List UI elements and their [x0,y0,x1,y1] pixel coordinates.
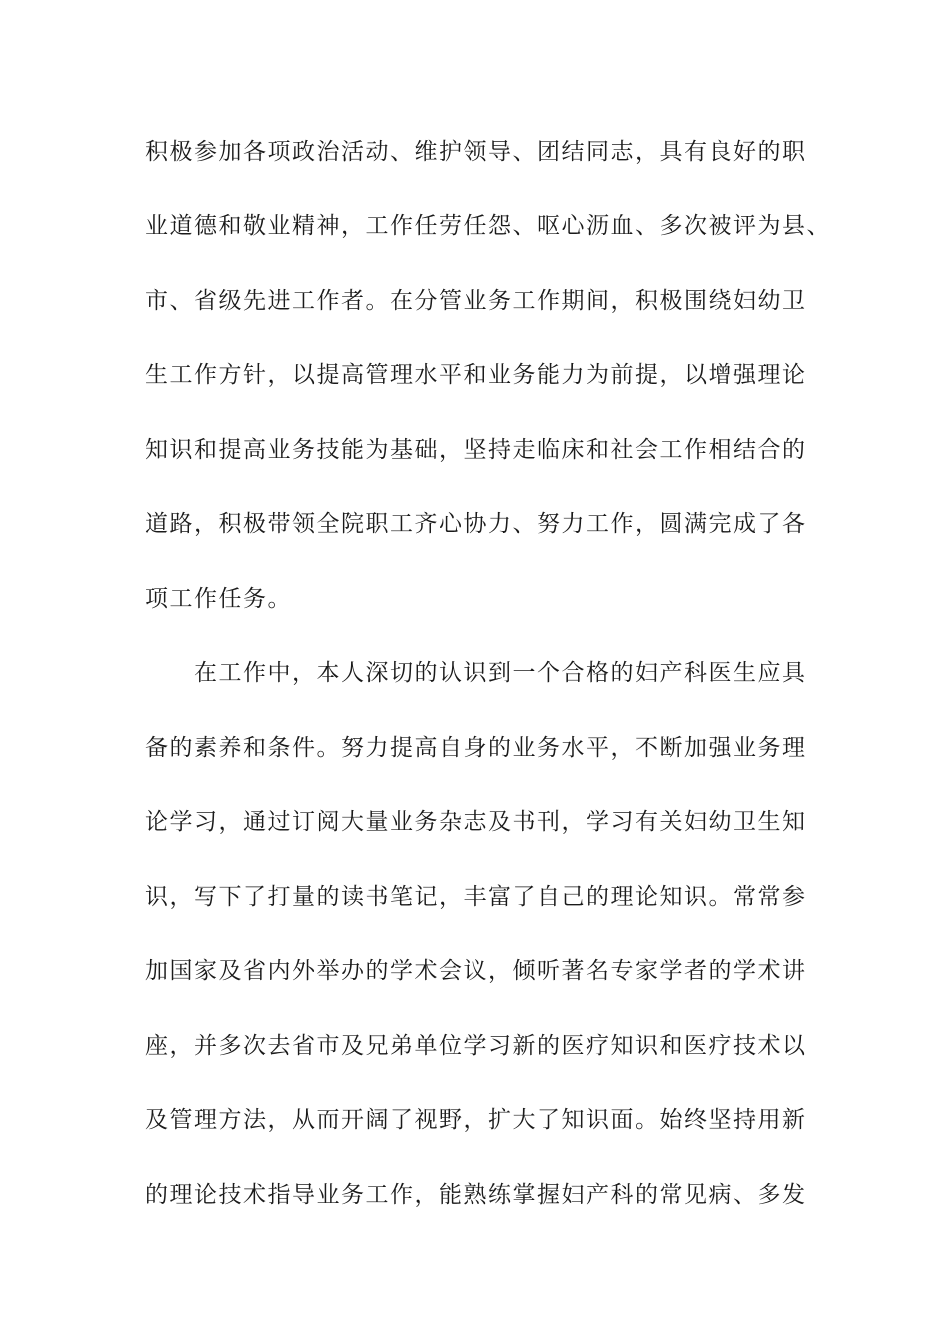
text-line: 座，并多次去省市及兄弟单位学习新的医疗知识和医疗技术以 [145,1033,807,1059]
text-line: 论学习，通过订阅大量业务杂志及书刊，学习有关妇幼卫生知 [145,809,807,835]
text-line: 市、省级先进工作者。在分管业务工作期间，积极围绕妇幼卫 [145,288,807,314]
text-line: 业道德和敬业精神，工作任劳任怨、呕心沥血、多次被评为县、 [145,213,831,239]
text-line: 及管理方法，从而开阔了视野，扩大了知识面。始终坚持用新 [145,1107,807,1133]
text-line: 的理论技术指导业务工作，能熟练掌握妇产科的常见病、多发 [145,1182,807,1208]
text-line: 识，写下了打量的读书笔记，丰富了自己的理论知识。常常参 [145,884,807,910]
text-line: 积极参加各项政治活动、维护领导、团结同志，具有良好的职 [145,139,807,165]
text-line: 加国家及省内外举办的学术会议，倾听著名专家学者的学术讲 [145,958,807,984]
text-line: 项工作任务。 [145,586,292,612]
text-line: 道路，积极带领全院职工齐心协力、努力工作，圆满完成了各 [145,511,807,537]
paragraph-first-line: 在工作中，本人深切的认识到一个合格的妇产科医生应具 [194,660,807,686]
text-line: 知识和提高业务技能为基础，坚持走临床和社会工作相结合的 [145,437,807,463]
text-line: 备的素养和条件。努力提高自身的业务水平，不断加强业务理 [145,735,807,761]
text-line: 生工作方针，以提高管理水平和业务能力为前提，以增强理论 [145,362,807,388]
